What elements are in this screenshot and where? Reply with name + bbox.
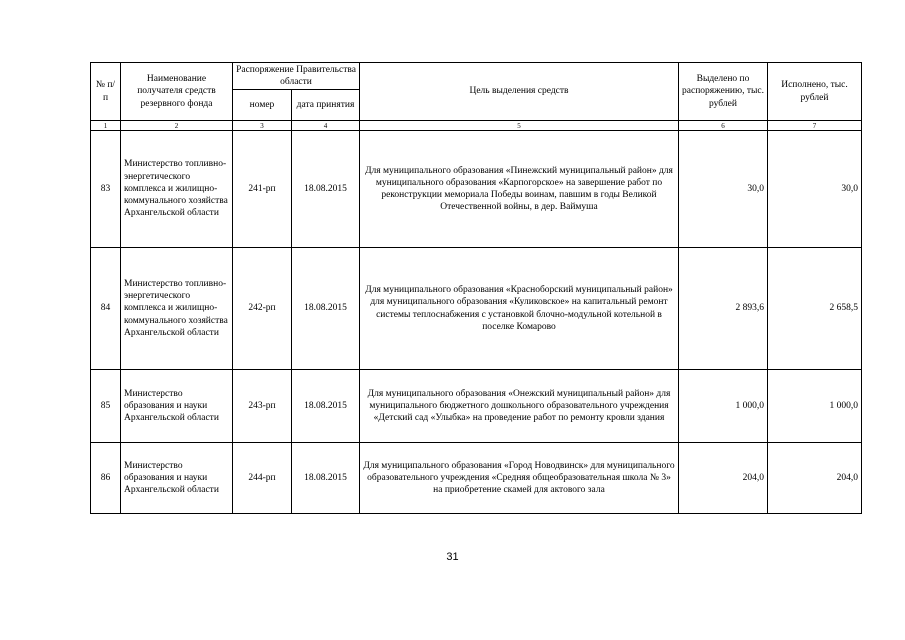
row-num: 86 [91, 443, 121, 514]
header-order-number: номер [233, 90, 292, 121]
row-executed: 30,0 [768, 131, 862, 248]
row-executed: 2 658,5 [768, 248, 862, 370]
header-allocated: Выделено по распоряжению, тыс. рублей [679, 63, 768, 121]
row-purpose: Для муниципального образования «Город Новодвинск» для муниципального образовательного учреждения «Средняя общеобразовательная школа № 3» на приобретение скамей для актового зала [360, 443, 679, 514]
header-executed: Исполнено, тыс. рублей [768, 63, 862, 121]
row-purpose: Для муниципального образования «Красноборский муниципальный район» для муниципального образования «Куликовское» на капитальный ремонт системы теплоснабжения с установкой блочно-модульной котельной в поселке Комарово [360, 248, 679, 370]
row-purpose: Для муниципального образования «Онежский муниципальный район» для муниципального бюджетного дошкольного образовательного учреждения «Детский сад «Улыбка» на проведение работ по ремонту кровли здания [360, 370, 679, 443]
row-recipient: Министерство топливно-энергетического комплекса и жилищно-коммунального хозяйства Архангельской области [121, 131, 233, 248]
row-recipient: Министерство образования и науки Архангельской области [121, 443, 233, 514]
row-num: 83 [91, 131, 121, 248]
row-executed: 1 000,0 [768, 370, 862, 443]
row-allocated: 1 000,0 [679, 370, 768, 443]
header-order-date: дата принятия [292, 90, 360, 121]
column-number: 4 [292, 121, 360, 131]
page-number: 31 [446, 551, 459, 563]
row-recipient: Министерство топливно-энергетического комплекса и жилищно-коммунального хозяйства Архангельской области [121, 248, 233, 370]
row-order-number: 244-рп [233, 443, 292, 514]
row-order-date: 18.08.2015 [292, 370, 360, 443]
header-row-1 [91, 63, 862, 90]
row-order-number: 242-рп [233, 248, 292, 370]
table-row [91, 370, 862, 443]
row-order-number: 243-рп [233, 370, 292, 443]
column-number: 1 [91, 121, 121, 131]
row-executed: 204,0 [768, 443, 862, 514]
table-row [91, 443, 862, 514]
row-num: 84 [91, 248, 121, 370]
row-allocated: 30,0 [679, 131, 768, 248]
table-row [91, 131, 862, 248]
row-recipient: Министерство образования и науки Архангельской области [121, 370, 233, 443]
row-purpose: Для муниципального образования «Пинежский муниципальный район» для муниципального образования «Карпогорское» на завершение работ по реконструкции мемориала Победы воинам, павшим в годы Великой Отечественной войны, в дер. Ваймуша [360, 131, 679, 248]
column-number: 7 [768, 121, 862, 131]
row-allocated: 204,0 [679, 443, 768, 514]
row-order-number: 241-рп [233, 131, 292, 248]
table-row [91, 248, 862, 370]
column-number: 3 [233, 121, 292, 131]
column-number: 5 [360, 121, 679, 131]
header-order: Распоряжение Правительства области [233, 63, 360, 90]
row-num: 85 [91, 370, 121, 443]
row-allocated: 2 893,6 [679, 248, 768, 370]
row-order-date: 18.08.2015 [292, 248, 360, 370]
header-purpose: Цель выделения средств [360, 63, 679, 121]
reserve-fund-table [90, 62, 862, 514]
column-number: 2 [121, 121, 233, 131]
row-order-date: 18.08.2015 [292, 131, 360, 248]
header-recipient: Наименование получателя средств резервного фонда [121, 63, 233, 121]
column-number: 6 [679, 121, 768, 131]
row-order-date: 18.08.2015 [292, 443, 360, 514]
header-num: № п/п [91, 63, 121, 121]
column-number-row [91, 121, 862, 131]
